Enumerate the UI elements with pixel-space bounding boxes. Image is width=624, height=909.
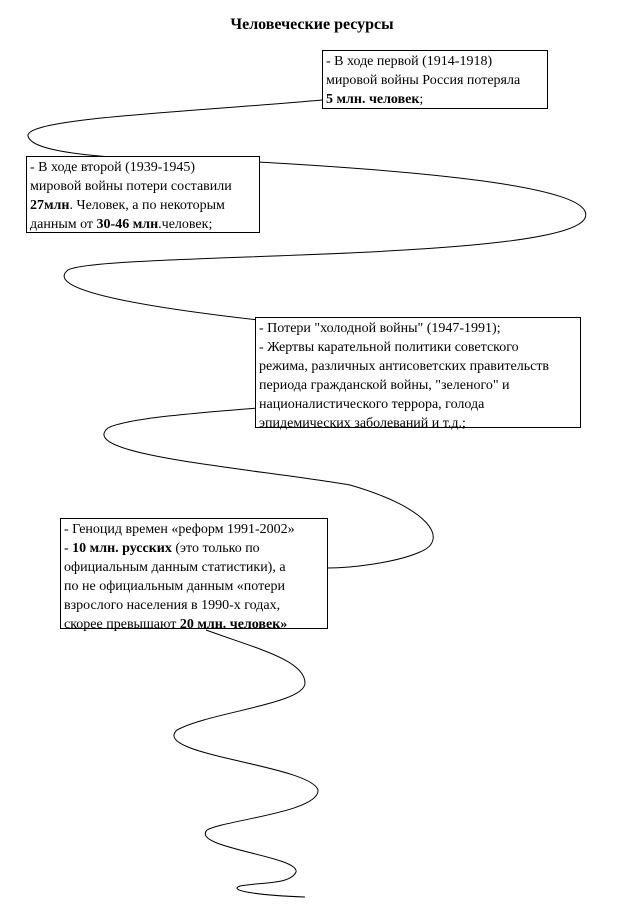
emphasis-text: 20 млн. человек» [179, 617, 288, 632]
box-text-line [259, 338, 577, 357]
text-segment: ; [419, 92, 424, 107]
box-text-line [259, 319, 577, 338]
text-segment: данным от [30, 217, 97, 232]
box-text-line [326, 71, 544, 90]
text-segment: - [64, 541, 73, 556]
box-text-line [259, 376, 577, 395]
box-text-line [64, 558, 324, 577]
box-ww2 [26, 156, 260, 233]
emphasis-text: 5 млн. человек [326, 92, 420, 107]
box-text-line [259, 395, 577, 414]
box-text-line [30, 177, 256, 196]
text-segment: периода гражданской войны, "зеленого" и [259, 378, 510, 393]
text-segment: - В ходе второй (1939-1945) [30, 160, 196, 175]
emphasis-text: 30-46 млн [96, 217, 159, 232]
text-segment: мировой войны потери составили [30, 179, 232, 194]
text-segment: (это только по [171, 541, 260, 556]
box-text-line [30, 196, 256, 215]
text-segment: - Потери "холодной войны" (1947-1991); [259, 321, 501, 336]
box-cold-war [255, 317, 581, 431]
text-segment: . Человек, а по некоторым [69, 198, 225, 213]
box-text-line [64, 615, 324, 634]
text-segment: по не официальным данным «потери [64, 579, 285, 594]
box-ww1 [322, 50, 548, 109]
box-text-line [64, 577, 324, 596]
text-segment: режима, различных антисоветских правительств [259, 359, 550, 374]
text-segment: - Геноцид времен «реформ 1991-2002» [64, 522, 295, 537]
box-text-line [259, 414, 577, 433]
emphasis-text: 10 млн. русских [72, 541, 172, 556]
text-segment: официальным данным статистики), а [64, 560, 286, 575]
box-text-line [64, 520, 324, 539]
box-text-line [30, 215, 256, 234]
box-text-line [30, 158, 256, 177]
text-segment: - Жертвы карательной политики советского [259, 340, 519, 355]
emphasis-text: 27млн [30, 198, 70, 213]
text-segment: националистического террора, голода [259, 397, 485, 412]
text-segment: .человек; [158, 217, 213, 232]
text-segment: эпидемических заболеваний и т.д.; [259, 416, 466, 431]
text-segment: взрослого населения в 1990-х годах, [64, 598, 281, 613]
box-reforms [60, 518, 328, 632]
box-text-line [326, 52, 544, 71]
text-segment: мировой войны Россия потеряла [326, 73, 521, 88]
box-text-line [326, 90, 544, 109]
text-segment: - В ходе первой (1914-1918) [326, 54, 493, 69]
diagram-title: Человеческие ресурсы [230, 16, 394, 33]
box-text-line [64, 596, 324, 615]
box-text-line [259, 357, 577, 376]
text-segment: скорее превышают [64, 617, 180, 632]
box-text-line [64, 539, 324, 558]
